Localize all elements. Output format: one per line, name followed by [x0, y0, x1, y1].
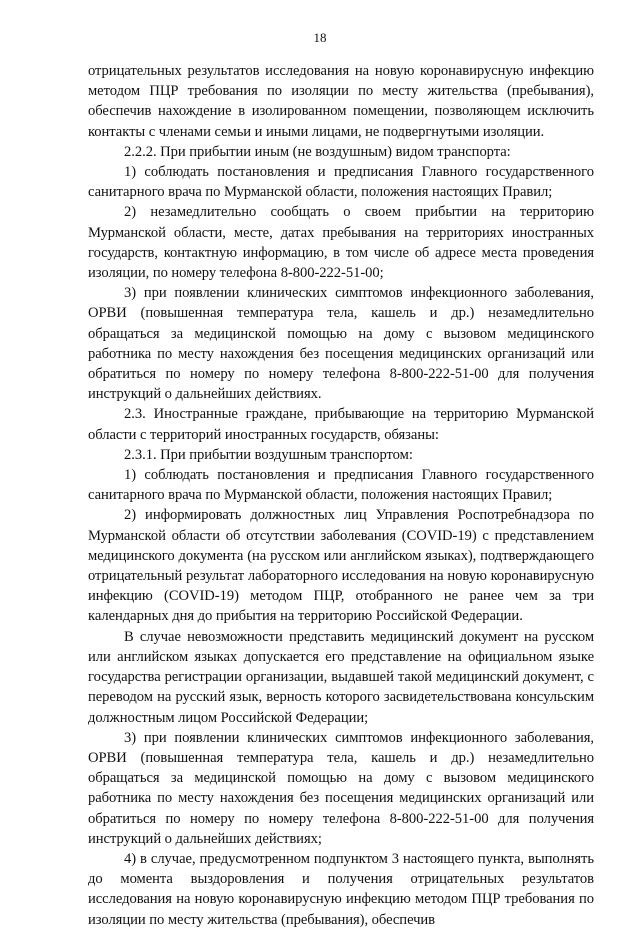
- paragraph-2-3-1-item-1: 1) соблюдать постановления и предписания Главного государственного санитарного врача по Мурманской области, положения настоящих Правил;: [88, 467, 594, 504]
- paragraph-2-3-heading: 2.3. Иностранные граждане, прибывающие на территорию Мурманской области с территорий иностранных государств, обязаны:: [88, 406, 594, 443]
- paragraph-2-3-1-item-3: 3) при появлении клинических симптомов инфекционного заболевания, ОРВИ (повышенная температура тела, кашель и др.) незамедлительно обращаться за медицинской помощью на дому с вызовом медицинского работника по месту нахождения без посещения медицинских организаций или обратиться по номеру по номеру телефона 8-800-222-51-00 для получения инструкций о дальнейших действиях;: [88, 729, 594, 847]
- paragraph-2-3-1-heading: 2.3.1. При прибытии воздушным транспортом:: [124, 446, 413, 463]
- paragraph-2-3-1-note: В случае невозможности представить медицинский документ на русском или английском языках допускается его представление на официальном языке государства регистрации организации, выдавшей такой медицинский документ, с переводом на русский язык, верность которого засвидетельствована консульским должностным лицом Российской Федерации;: [88, 628, 594, 726]
- paragraph-2-2-2-item-3: 3) при появлении клинических симптомов инфекционного заболевания, ОРВИ (повышенная температура тела, кашель и др.) незамедлительно обращаться за медицинской помощью на дому с вызовом медицинского работника по месту нахождения без посещения медицинских организаций или обратиться по номеру по номеру телефона 8-800-222-51-00 для получения инструкций о дальнейших действиях.: [88, 285, 594, 403]
- page-number: 18: [313, 30, 327, 45]
- document-body: [88, 61, 594, 930]
- paragraph-2-2-2-item-1: 1) соблюдать постановления и предписания Главного государственного санитарного врача по Мурманской области, положения настоящих Правил;: [88, 164, 594, 201]
- paragraph-2-2-2-item-2: 2) незамедлительно сообщать о своем прибытии на территорию Мурманской области, месте, датах пребывания на территориях иностранных государств, контактную информацию, в том числе об адресе места проведения изоляции, по номеру телефона 8-800-222-51-00;: [88, 204, 594, 282]
- paragraph-continuation: отрицательных результатов исследования на новую коронавирусную инфекцию методом ПЦР требования по изоляции по месту жительства (пребывания), обеспечив нахождение в изолированном помещении, позволяющем исключить контакты с членами семьи и иными лицами, не подвергнутыми изоляции.: [88, 63, 594, 140]
- paragraph-2-3-1-item-2: 2) информировать должностных лиц Управления Роспотребнадзора по Мурманской области об отсутствии заболевания (COVID-19) с представлением медицинского документа (на русском или английском языках), подтверждающего отрицательный результат лабораторного исследования на новую коронавирусную инфекцию (COVID-19) методом ПЦР, отобранного не ранее чем за три календарных дня до прибытия на территорию Российской Федерации.: [88, 507, 594, 625]
- paragraph-2-3-1-item-4: 4) в случае, предусмотренном подпунктом 3 настоящего пункта, выполнять до момента выздоровления и получения отрицательных результатов исследования на новую коронавирусную инфекцию методом ПЦР требования по изоляции по месту жительства (пребывания), обеспечив: [88, 850, 594, 928]
- paragraph-2-2-2-heading: 2.2.2. При прибытии иным (не воздушным) видом транспорта:: [124, 143, 511, 160]
